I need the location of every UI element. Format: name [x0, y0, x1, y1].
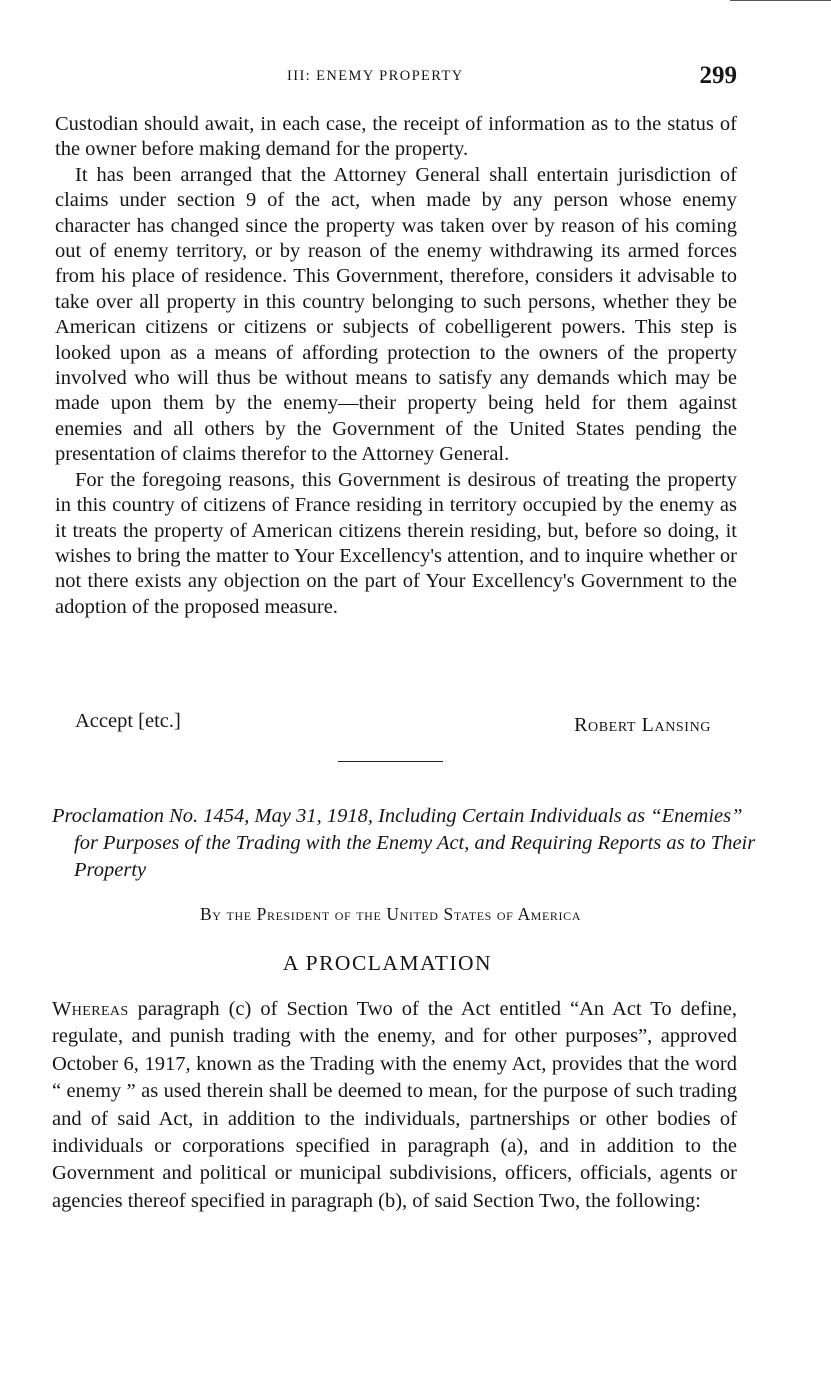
president-byline: By the President of the United States of America — [200, 904, 581, 924]
section-divider — [338, 761, 443, 762]
signature: Robert Lansing — [574, 714, 711, 736]
paragraph-france-property: For the foregoing reasons, this Government is desirous of treating the property in this country of citizens of France residing in territory occupied by the enemy as it treats the property of American citizens therein residing, but, before so doing, it wishes to bring the matter to Your Excellency's attention, and to inquire whether or not there exists any objection on the part of Your Excellency's Government to the adoption of the proposed measure. — [55, 468, 737, 618]
whereas-lead-word: Whereas — [52, 998, 129, 1020]
scan-edge-line — [730, 0, 831, 1]
letter-closing — [75, 706, 711, 736]
page-header — [57, 62, 737, 96]
running-head: III: ENEMY PROPERTY — [287, 68, 464, 84]
proclamation-body — [52, 996, 737, 1215]
page-number: 299 — [699, 62, 737, 89]
closing-formula: Accept [etc.] — [75, 710, 181, 732]
proclamation-title: Proclamation No. 1454, May 31, 1918, Including Certain Individuals as “Enemies” for Purposes of the Trading with the Enemy Act, and Requiring Reports as to Their Property — [52, 805, 756, 881]
whereas-text: paragraph (c) of Section Two of the Act entitled “An Act To define, regulate, and punish trading with the enemy, and for other purposes”, approved October 6, 1917, known as the Trading with the enemy Act, provides that the word “ enemy ” as used therein shall be deemed to mean, for the purpose of such trading and of said Act, in addition to the individuals, partnerships or other bodies of individuals or corporations specified in paragraph (a), and in addition to the Government and political or municipal subdivisions, officers, officials, agents or agencies thereof specified in paragraph (b), of said Section Two, the following: — [52, 998, 737, 1212]
whereas-paragraph — [52, 996, 737, 1215]
letter-body — [55, 112, 737, 620]
proclamation-heading: A PROCLAMATION — [282, 951, 493, 975]
paragraph-claims-arrangement: It has been arranged that the Attorney General shall entertain jurisdiction of claims under section 9 of the act, when made by any person whose enemy character has changed since the property was taken over by reason of his coming out of enemy territory, or by reason of the enemy withdrawing its armed forces from his place of residence. This Government, therefore, considers it advisable to take over all property in this country belonging to such persons, whether they be American citizens or citizens or subjects of cobelligerent powers. This step is looked upon as a means of affording protection to the owners of the property involved who will thus be without means to satisfy any demands which may be made upon them by the enemy—their property being held for them against enemies and all others by the Government of the United States pending the presentation of claims therefor to the Attorney General. — [55, 163, 737, 466]
paragraph-continuation: Custodian should await, in each case, the receipt of information as to the status of the owner before making demand for the property. — [55, 113, 737, 161]
